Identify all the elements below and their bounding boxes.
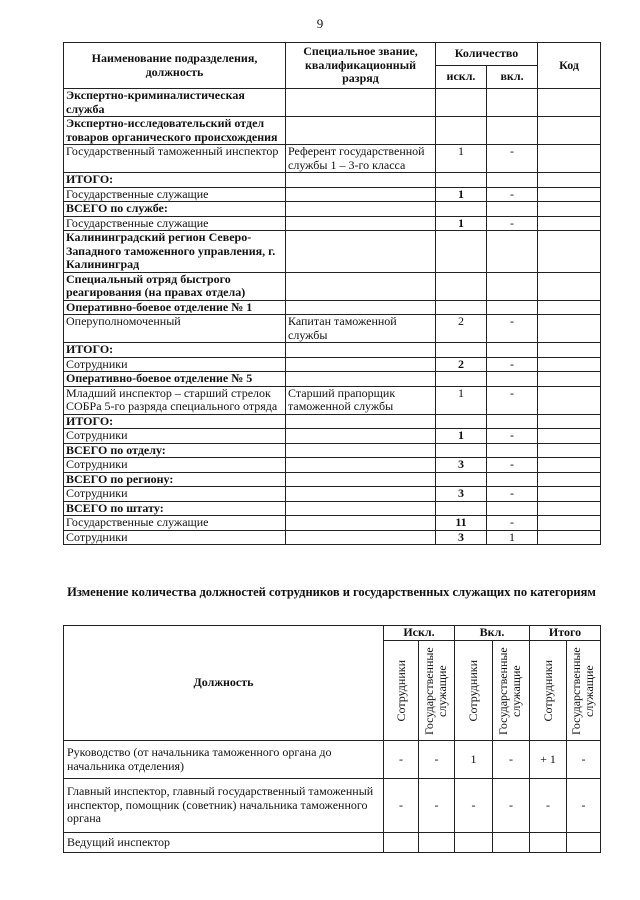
row-incl: [487, 372, 538, 387]
row-name: Государственные служащие: [64, 187, 286, 202]
table-row: [64, 372, 601, 387]
row-position: Руководство (от начальника таможенного органа до начальника отделения): [64, 741, 384, 779]
row-incl: -: [487, 216, 538, 231]
row-rank: [286, 272, 436, 300]
row-excl: [436, 372, 487, 387]
row-code: [538, 530, 601, 545]
row-code: [538, 231, 601, 273]
row-name: Государственные служащие: [64, 516, 286, 531]
row-incl: [487, 89, 538, 117]
row-excl: [436, 202, 487, 217]
row-name: ИТОГО:: [64, 173, 286, 188]
row-rank: [286, 414, 436, 429]
row-name: Государственный таможенный инспектор: [64, 145, 286, 173]
row-name: Государственные служащие: [64, 216, 286, 231]
header-excl: Искл.: [384, 626, 455, 641]
subheader-civil: [419, 641, 455, 741]
row-incl: -: [487, 516, 538, 531]
row-rank: [286, 216, 436, 231]
row-name: Сотрудники: [64, 357, 286, 372]
table-row: [64, 272, 601, 300]
row-code: [538, 216, 601, 231]
row-code: [538, 173, 601, 188]
row-code: [538, 414, 601, 429]
table-row: [64, 187, 601, 202]
table-row: [64, 315, 601, 343]
header-rank: Специальное звание, квалификационный разряд: [286, 43, 436, 89]
row-incl: [487, 173, 538, 188]
table-row: [64, 216, 601, 231]
row-name: ИТОГО:: [64, 343, 286, 358]
row-value: -: [493, 741, 530, 779]
row-incl: -: [487, 386, 538, 414]
row-value: 1: [455, 741, 493, 779]
row-name: Оперативно-боевое отделение № 1: [64, 300, 286, 315]
row-value: -: [455, 779, 493, 833]
table-row: [64, 741, 601, 779]
row-rank: [286, 472, 436, 487]
row-excl: [436, 414, 487, 429]
row-incl: [487, 472, 538, 487]
row-name: Сотрудники: [64, 458, 286, 473]
row-excl: [436, 300, 487, 315]
row-incl: [487, 300, 538, 315]
row-rank: [286, 343, 436, 358]
header-total: Итого: [530, 626, 601, 641]
row-name: ВСЕГО по региону:: [64, 472, 286, 487]
row-incl: -: [487, 487, 538, 502]
header-excl: искл.: [436, 66, 487, 89]
subheader-label: Государственные служащие: [568, 646, 596, 735]
table-row: [64, 501, 601, 516]
row-name: ИТОГО:: [64, 414, 286, 429]
table-row: [64, 443, 601, 458]
row-name: Калининградский регион Северо-Западного таможенного управления, г. Калининград: [64, 231, 286, 273]
row-position: Ведущий инспектор: [64, 833, 384, 853]
row-code: [538, 372, 601, 387]
table-row: [64, 429, 601, 444]
table-row: [64, 833, 601, 853]
row-excl: 1: [436, 145, 487, 173]
header-name: Наименование подразделения, должность: [64, 43, 286, 89]
row-incl: -: [487, 429, 538, 444]
table-row: [64, 343, 601, 358]
row-rank: Старший прапорщик таможенной службы: [286, 386, 436, 414]
row-name: ВСЕГО по службе:: [64, 202, 286, 217]
row-incl: [487, 501, 538, 516]
row-excl: [436, 231, 487, 273]
row-code: [538, 315, 601, 343]
row-excl: [436, 173, 487, 188]
table-row: [64, 516, 601, 531]
row-rank: [286, 372, 436, 387]
row-value: [567, 833, 601, 853]
row-incl: -: [487, 315, 538, 343]
table-row: [64, 458, 601, 473]
row-code: [538, 472, 601, 487]
page-number: 9: [316, 16, 324, 31]
subheader-staff: [455, 641, 493, 741]
row-value: [455, 833, 493, 853]
row-incl: [487, 443, 538, 458]
table2-title: Изменение количества должностей сотрудников и государственных служащих по категориям: [67, 585, 596, 599]
row-value: -: [384, 779, 419, 833]
row-code: [538, 300, 601, 315]
subheader-staff: [530, 641, 567, 741]
row-code: [538, 429, 601, 444]
row-excl: 2: [436, 357, 487, 372]
table-row: [64, 89, 601, 117]
row-rank: [286, 357, 436, 372]
row-name: Сотрудники: [64, 530, 286, 545]
row-value: -: [567, 741, 601, 779]
table-row: [64, 117, 601, 145]
row-value: [493, 833, 530, 853]
row-rank: [286, 458, 436, 473]
row-code: [538, 386, 601, 414]
category-change-table: [63, 625, 601, 853]
table-row: [64, 472, 601, 487]
row-code: [538, 343, 601, 358]
row-excl: 3: [436, 487, 487, 502]
row-name: Сотрудники: [64, 429, 286, 444]
row-excl: [436, 272, 487, 300]
row-code: [538, 501, 601, 516]
table-row: [64, 300, 601, 315]
row-code: [538, 187, 601, 202]
row-excl: 1: [436, 187, 487, 202]
header-quantity: Количество: [436, 43, 538, 66]
row-excl: [436, 89, 487, 117]
row-name: Экспертно-исследовательский отдел товаров органического происхождения: [64, 117, 286, 145]
row-rank: [286, 231, 436, 273]
row-rank: [286, 117, 436, 145]
row-position: Главный инспектор, главный государственный таможенный инспектор, помощник (советник) начальника таможенного органа: [64, 779, 384, 833]
staffing-table: [63, 42, 601, 545]
row-rank: [286, 530, 436, 545]
row-value: -: [384, 741, 419, 779]
row-code: [538, 443, 601, 458]
row-name: Специальный отряд быстрого реагирования (на правах отдела): [64, 272, 286, 300]
row-excl: [436, 343, 487, 358]
row-incl: -: [487, 145, 538, 173]
row-name: ВСЕГО по штату:: [64, 501, 286, 516]
row-excl: 3: [436, 458, 487, 473]
row-rank: [286, 501, 436, 516]
row-excl: 1: [436, 386, 487, 414]
row-excl: [436, 443, 487, 458]
row-name: Оперуполномоченный: [64, 315, 286, 343]
row-incl: -: [487, 458, 538, 473]
table-row: [64, 386, 601, 414]
row-rank: [286, 516, 436, 531]
row-excl: 1: [436, 216, 487, 231]
subheader-label: Государственные служащие: [421, 646, 449, 735]
subheader-civil: [493, 641, 530, 741]
row-rank: Капитан таможенной службы: [286, 315, 436, 343]
row-rank: [286, 300, 436, 315]
row-code: [538, 202, 601, 217]
row-value: [419, 833, 455, 853]
table-row: [64, 173, 601, 188]
row-code: [538, 145, 601, 173]
header-position: Должность: [64, 626, 384, 741]
row-excl: 3: [436, 530, 487, 545]
row-excl: 2: [436, 315, 487, 343]
row-incl: -: [487, 357, 538, 372]
row-code: [538, 357, 601, 372]
row-value: + 1: [530, 741, 567, 779]
table-row: [64, 530, 601, 545]
row-value: [530, 833, 567, 853]
row-code: [538, 487, 601, 502]
subheader-label: Сотрудники: [466, 659, 480, 722]
row-value: -: [530, 779, 567, 833]
row-rank: Референт государственной службы 1 – 3-го класса: [286, 145, 436, 173]
row-rank: [286, 429, 436, 444]
row-code: [538, 89, 601, 117]
row-rank: [286, 487, 436, 502]
row-excl: [436, 117, 487, 145]
row-value: [384, 833, 419, 853]
row-code: [538, 458, 601, 473]
header-incl: вкл.: [487, 66, 538, 89]
subheader-civil: [567, 641, 601, 741]
row-incl: [487, 343, 538, 358]
table-row: [64, 202, 601, 217]
row-name: Экспертно-криминалистическая служба: [64, 89, 286, 117]
row-incl: [487, 117, 538, 145]
subheader-label: Сотрудники: [393, 659, 408, 722]
subheader-label: Сотрудники: [540, 659, 555, 722]
row-name: Оперативно-боевое отделение № 5: [64, 372, 286, 387]
row-rank: [286, 187, 436, 202]
header-code: Код: [538, 43, 601, 89]
header-incl: Вкл.: [455, 626, 530, 641]
row-excl: 11: [436, 516, 487, 531]
row-name: Младший инспектор – старший стрелок СОБРа 5-го разряда специального отряда: [64, 386, 286, 414]
table-row: [64, 414, 601, 429]
table-row: [64, 779, 601, 833]
row-excl: [436, 472, 487, 487]
row-incl: -: [487, 187, 538, 202]
table-row: [64, 231, 601, 273]
row-value: -: [567, 779, 601, 833]
subheader-label: Государственные служащие: [496, 646, 523, 735]
row-excl: 1: [436, 429, 487, 444]
row-rank: [286, 173, 436, 188]
table-row: [64, 487, 601, 502]
row-rank: [286, 202, 436, 217]
row-incl: [487, 231, 538, 273]
row-incl: [487, 202, 538, 217]
row-name: ВСЕГО по отделу:: [64, 443, 286, 458]
row-code: [538, 272, 601, 300]
row-value: -: [419, 741, 455, 779]
subheader-staff: [384, 641, 419, 741]
row-code: [538, 516, 601, 531]
table-row: [64, 357, 601, 372]
row-value: -: [419, 779, 455, 833]
row-rank: [286, 89, 436, 117]
row-value: -: [493, 779, 530, 833]
row-code: [538, 117, 601, 145]
row-incl: [487, 272, 538, 300]
row-excl: [436, 501, 487, 516]
row-name: Сотрудники: [64, 487, 286, 502]
row-incl: [487, 414, 538, 429]
row-rank: [286, 443, 436, 458]
row-incl: 1: [487, 530, 538, 545]
table-row: [64, 145, 601, 173]
